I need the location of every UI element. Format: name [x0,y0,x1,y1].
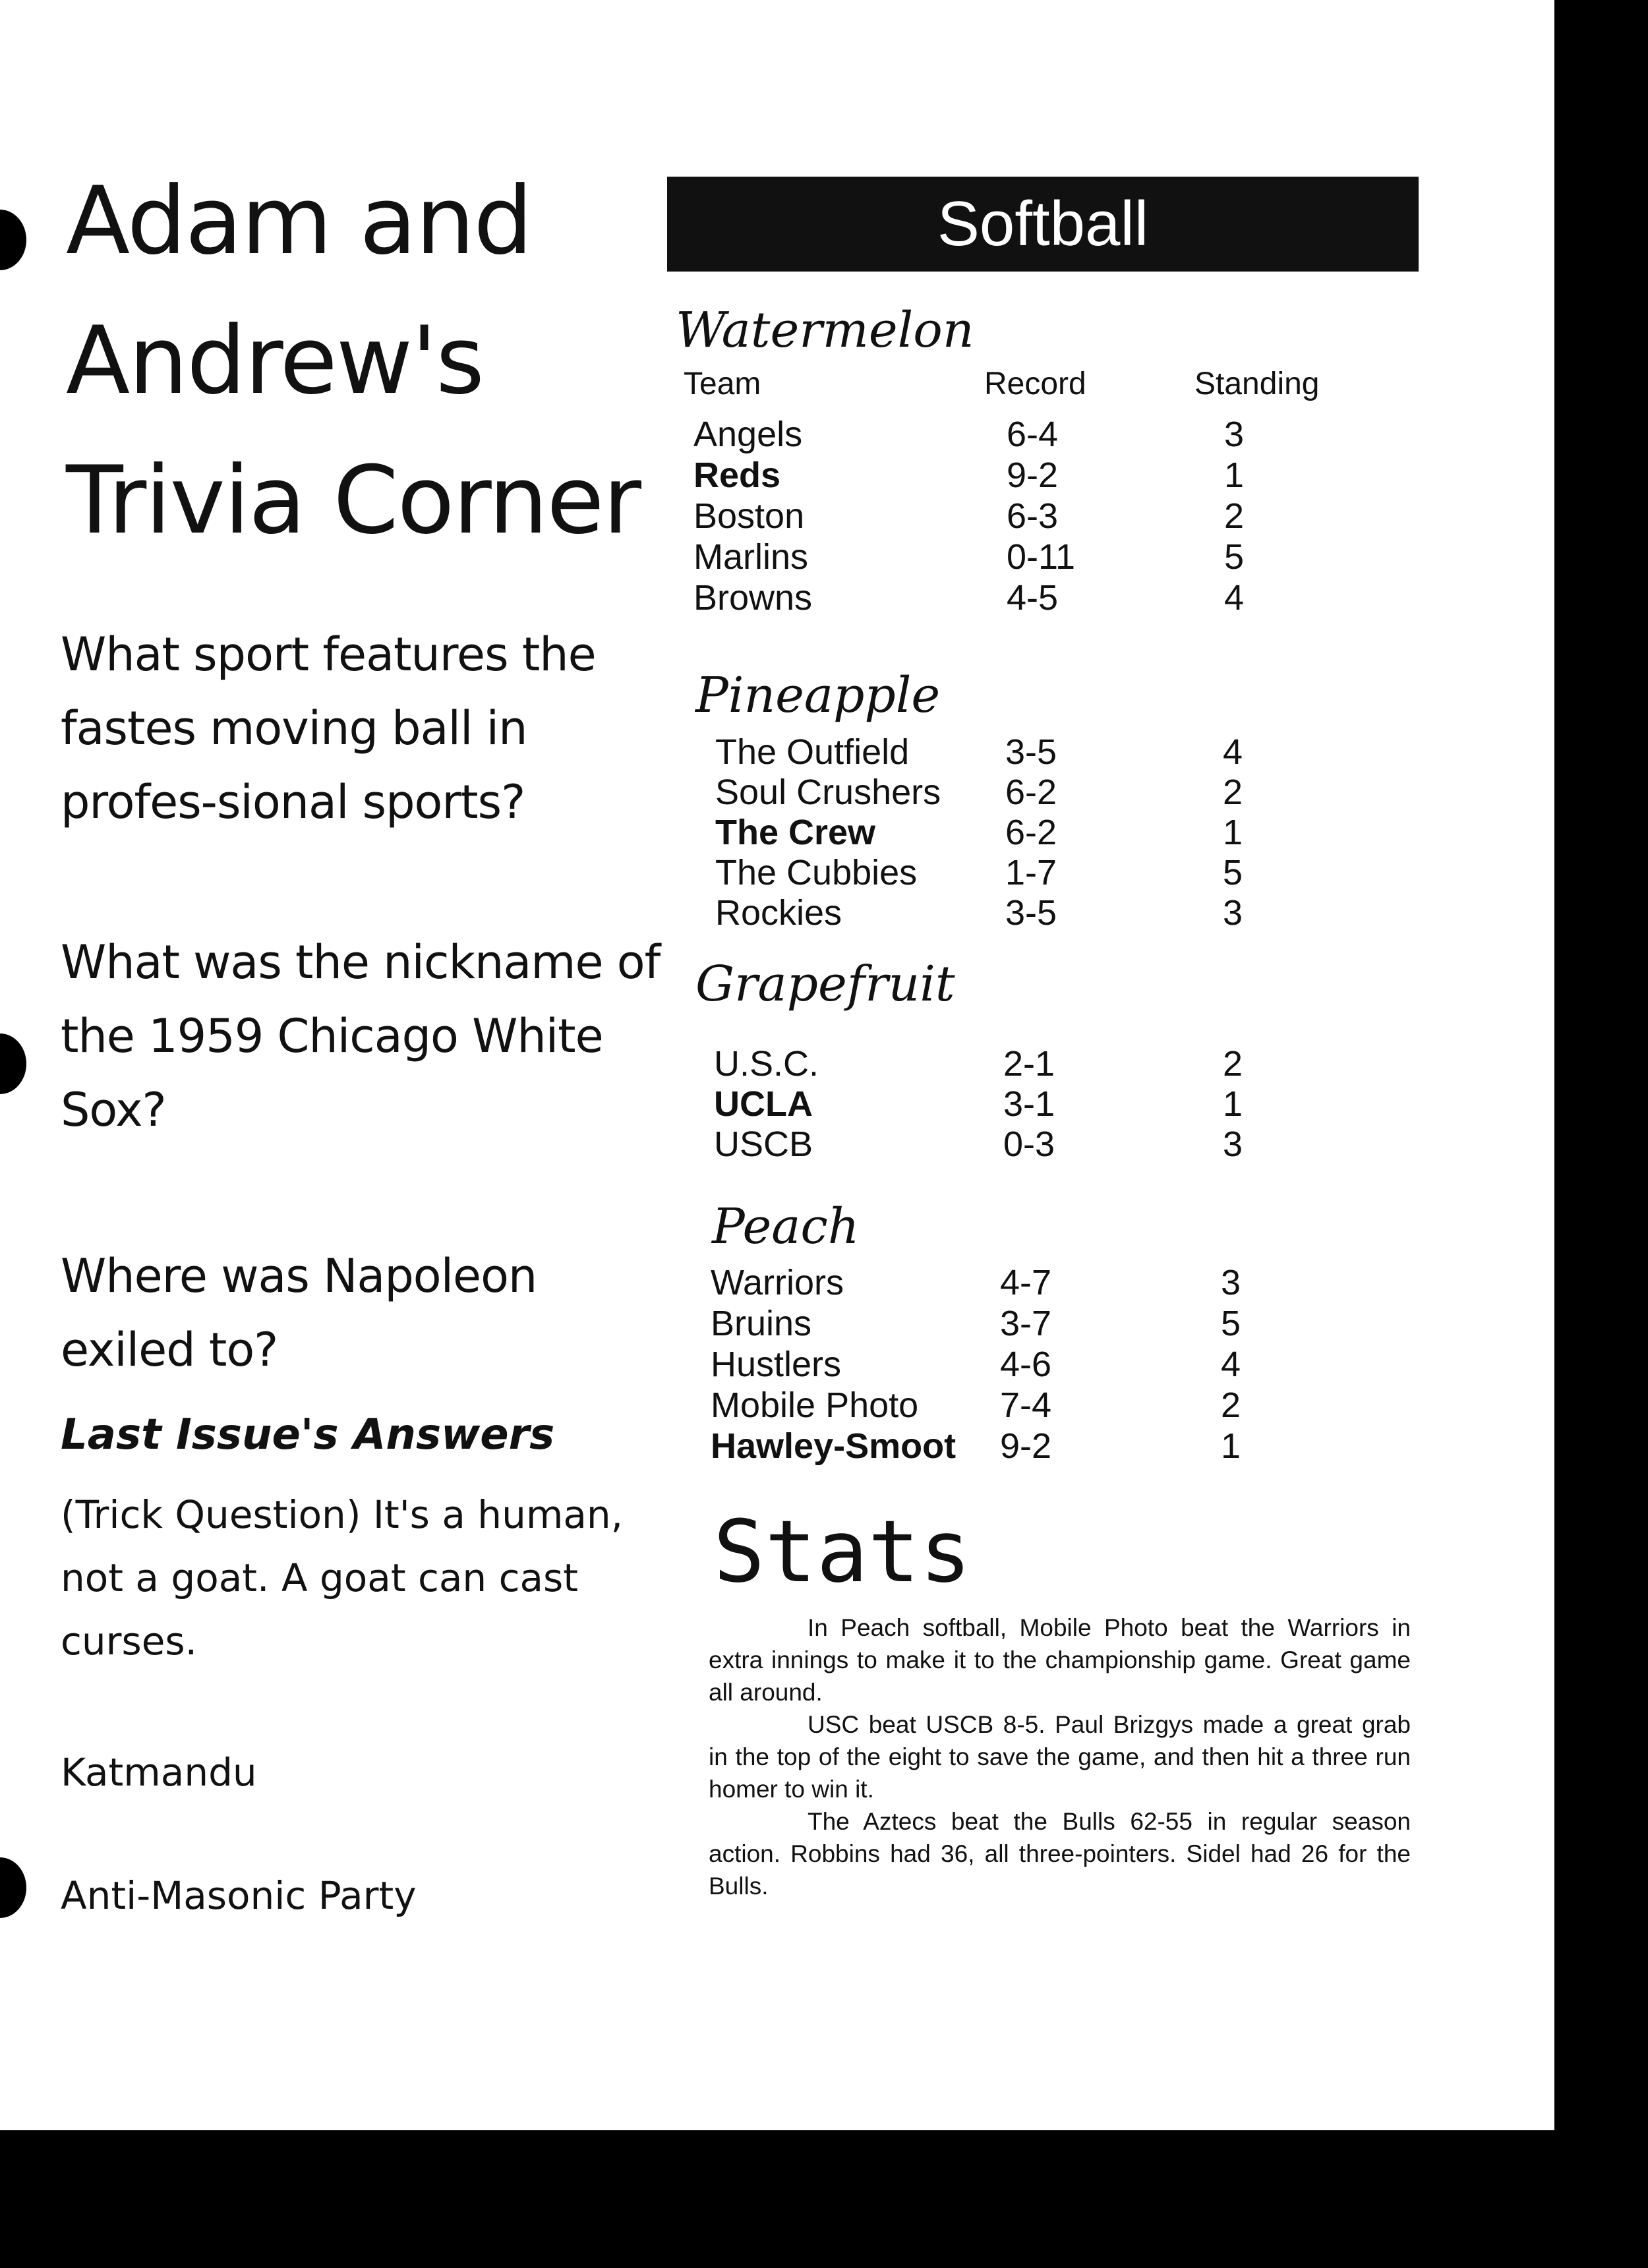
standing-cell: 2 [1223,1044,1243,1084]
record-cell: 7-4 [1000,1385,1052,1425]
standing-cell: 5 [1223,853,1243,892]
team-cell: USCB [714,1124,813,1164]
team-cell: Rockies [715,893,842,933]
team-cell: Angels [693,415,803,454]
team-cell: Browns [693,578,813,618]
record-cell: 9-2 [1007,455,1059,495]
record-cell: 6-3 [1007,496,1059,536]
stats-title: Stats [713,1501,972,1602]
standings-row [0,496,1516,537]
binder-hole [0,1857,26,1918]
standings-row [0,537,1516,577]
standings-row [0,852,1516,893]
standings-row [0,1426,1516,1467]
standing-cell: 1 [1221,1426,1241,1466]
record-cell: 4-7 [1000,1263,1052,1302]
team-cell: Soul Crushers [715,772,941,812]
answer-text: Katmandu [61,1750,257,1795]
standings-row [0,1084,1516,1124]
stats-paragraph: In Peach softball, Mobile Photo beat the Warriors in extra innings to make it to the championship game. Great game all around. [709,1614,1411,1706]
team-cell: UCLA [714,1084,813,1124]
team-cell: Mobile Photo [711,1385,919,1425]
team-cell: Marlins [693,537,809,577]
standings-row [0,1303,1516,1344]
stats-body [709,1612,1411,1902]
standing-cell: 3 [1223,1124,1243,1164]
standing-cell: 4 [1221,1345,1241,1384]
standing-cell: 5 [1221,1304,1241,1343]
standings-row [0,1043,1516,1084]
standing-cell: 1 [1224,455,1245,495]
standing-cell: 4 [1224,578,1245,618]
stats-paragraph: The Aztecs beat the Bulls 62-55 in regular season action. Robbins had 36, all three-pointers. Sidel had 26 for the Bulls. [709,1808,1411,1900]
team-cell: Hustlers [711,1345,842,1384]
binder-hole [0,210,26,270]
record-cell: 4-5 [1007,578,1059,618]
standing-cell: 5 [1224,537,1245,577]
answer-text: Anti-Masonic Party [61,1873,417,1918]
standings-row [0,1262,1516,1303]
team-cell: The Crew [715,813,876,852]
team-column-header: Team [684,366,761,401]
record-cell: 4-6 [1000,1345,1052,1384]
team-cell: U.S.C. [714,1044,819,1084]
league-name: Pineapple [695,667,941,724]
standing-column-header: Standing [1194,366,1320,401]
record-cell: 6-2 [1005,813,1057,852]
team-cell: The Outfield [715,732,910,772]
trivia-title: Adam and Andrew's Trivia Corner [66,167,640,555]
standings-row [0,812,1516,853]
league-name: Grapefruit [695,956,955,1012]
answers-heading: Last Issue's Answers [61,1410,555,1459]
league-name: Peach [712,1198,860,1255]
standings-row [0,577,1516,618]
team-cell: Hawley-Smoot [711,1426,956,1466]
standing-cell: 2 [1221,1385,1241,1425]
standings-row [0,732,1516,772]
record-cell: 6-4 [1007,415,1059,454]
team-cell: Bruins [711,1304,812,1343]
team-cell: Reds [693,455,781,495]
record-cell: 3-5 [1005,893,1057,933]
standing-cell: 1 [1223,813,1243,852]
team-cell: Warriors [711,1263,844,1302]
standings-row [0,1124,1516,1165]
trivia-question: Where was Napoleon exiled to? [61,1249,537,1377]
standing-cell: 3 [1223,893,1243,933]
record-column-header: Record [984,366,1086,401]
standing-cell: 4 [1223,732,1243,772]
standing-cell: 2 [1224,496,1245,536]
softball-banner: Softball [667,177,1419,272]
league-name: Watermelon [676,302,974,359]
trivia-question: What was the nickname of the 1959 Chicago White Sox? [61,935,661,1137]
standing-cell: 3 [1224,415,1245,454]
standings-row [0,455,1516,496]
standings-row [0,772,1516,813]
record-cell: 3-1 [1003,1084,1055,1124]
record-cell: 6-2 [1005,772,1057,812]
record-cell: 9-2 [1000,1426,1052,1466]
team-cell: Boston [693,496,805,536]
record-cell: 3-5 [1005,732,1057,772]
record-cell: 0-11 [1007,537,1076,577]
standing-cell: 1 [1223,1084,1243,1124]
record-cell: 1-7 [1005,853,1057,892]
standings-row [0,414,1516,455]
team-cell: The Cubbies [715,853,918,892]
record-cell: 0-3 [1003,1124,1055,1164]
standings-row [0,892,1516,933]
stats-paragraph: USC beat USCB 8-5. Paul Brizgys made a great grab in the top of the eight to save the game, and then hit a three run homer to win it. [709,1711,1411,1803]
record-cell: 2-1 [1003,1044,1055,1084]
standing-cell: 2 [1223,772,1243,812]
standings-row [0,1344,1516,1385]
standing-cell: 3 [1221,1263,1241,1302]
trivia-question: What sport features the fastes moving ball in profes-sional sports? [61,627,596,829]
standings-row [0,1385,1516,1426]
answer-text: (Trick Question) It's a human, not a goat. A goat can cast curses. [61,1492,624,1664]
record-cell: 3-7 [1000,1304,1052,1343]
